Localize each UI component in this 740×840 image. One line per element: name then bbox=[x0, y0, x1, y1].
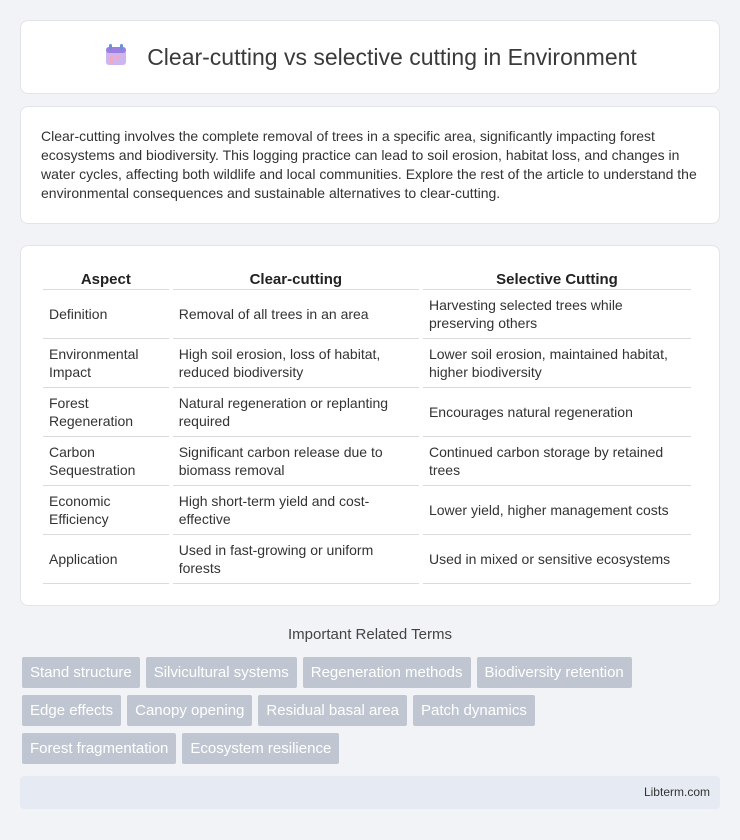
table-cell: Used in mixed or sensitive ecosystems bbox=[423, 535, 691, 584]
header bbox=[103, 42, 637, 73]
table-cell: Application bbox=[43, 535, 169, 584]
related-terms-title: Important Related Terms bbox=[288, 626, 452, 643]
table-cell: Significant carbon release due to biomass removal bbox=[173, 437, 419, 486]
table-cell: High short-term yield and cost-effective bbox=[173, 486, 419, 535]
footer bbox=[20, 776, 720, 809]
table-cell: Removal of all trees in an area bbox=[173, 290, 419, 339]
table-cell: Carbon Sequestration bbox=[43, 437, 169, 486]
table-cell: Natural regeneration or replanting required bbox=[173, 388, 419, 437]
intro-card bbox=[20, 106, 720, 224]
table-cell: Used in fast-growing or uniform forests bbox=[173, 535, 419, 584]
header-aspect: Aspect bbox=[43, 266, 169, 290]
tag-residual-basal-area[interactable]: Residual basal area bbox=[258, 695, 407, 726]
tag-regeneration-methods[interactable]: Regeneration methods bbox=[303, 657, 471, 688]
comparison-table bbox=[39, 266, 695, 584]
table-row bbox=[43, 388, 691, 437]
tag-stand-structure[interactable]: Stand structure bbox=[22, 657, 140, 688]
tag-row bbox=[22, 657, 712, 688]
table-cell: Harvesting selected trees while preserving others bbox=[423, 290, 691, 339]
header-selective-cutting: Selective Cutting bbox=[423, 266, 691, 290]
tag-row bbox=[22, 733, 712, 764]
table-cell: Lower soil erosion, maintained habitat, higher biodiversity bbox=[423, 339, 691, 388]
tag-biodiversity-retention[interactable]: Biodiversity retention bbox=[477, 657, 632, 688]
tag-patch-dynamics[interactable]: Patch dynamics bbox=[413, 695, 535, 726]
table-row bbox=[43, 339, 691, 388]
related-terms-list bbox=[22, 657, 712, 771]
tag-edge-effects[interactable]: Edge effects bbox=[22, 695, 121, 726]
header-clear-cutting: Clear-cutting bbox=[173, 266, 419, 290]
table-row bbox=[43, 437, 691, 486]
table-cell: Definition bbox=[43, 290, 169, 339]
table-cell: High soil erosion, loss of habitat, reduced biodiversity bbox=[173, 339, 419, 388]
table-row bbox=[43, 486, 691, 535]
tag-silvicultural-systems[interactable]: Silvicultural systems bbox=[146, 657, 297, 688]
page-title: Clear-cutting vs selective cutting in Environment bbox=[147, 43, 637, 70]
table-row bbox=[43, 290, 691, 339]
tag-ecosystem-resilience[interactable]: Ecosystem resilience bbox=[182, 733, 339, 764]
header-card bbox=[20, 20, 720, 94]
table-cell: Continued carbon storage by retained trees bbox=[423, 437, 691, 486]
table-cell: Economic Efficiency bbox=[43, 486, 169, 535]
tag-forest-fragmentation[interactable]: Forest fragmentation bbox=[22, 733, 176, 764]
comparison-card bbox=[20, 245, 720, 606]
table-cell: Forest Regeneration bbox=[43, 388, 169, 437]
table-row bbox=[43, 535, 691, 584]
tag-canopy-opening[interactable]: Canopy opening bbox=[127, 695, 252, 726]
intro-paragraph: Clear-cutting involves the complete removal of trees in a specific area, significantly impacting forest ecosystems and biodiversity. This logging practice can lead to soil erosion, habitat loss, and changes in water cycles, affecting both wildlife and local communities. Explore the rest of the article to understand the environmental consequences and sustainable alternatives to clear-cutting. bbox=[41, 128, 697, 201]
footer-site-link[interactable]: Libterm.com bbox=[643, 785, 710, 799]
table-cell: Environmental Impact bbox=[43, 339, 169, 388]
tag-row bbox=[22, 695, 712, 726]
table-header-row bbox=[43, 266, 691, 290]
table-cell: Encourages natural regeneration bbox=[423, 388, 691, 437]
table-cell: Lower yield, higher management costs bbox=[423, 486, 691, 535]
calendar-icon bbox=[103, 42, 129, 73]
